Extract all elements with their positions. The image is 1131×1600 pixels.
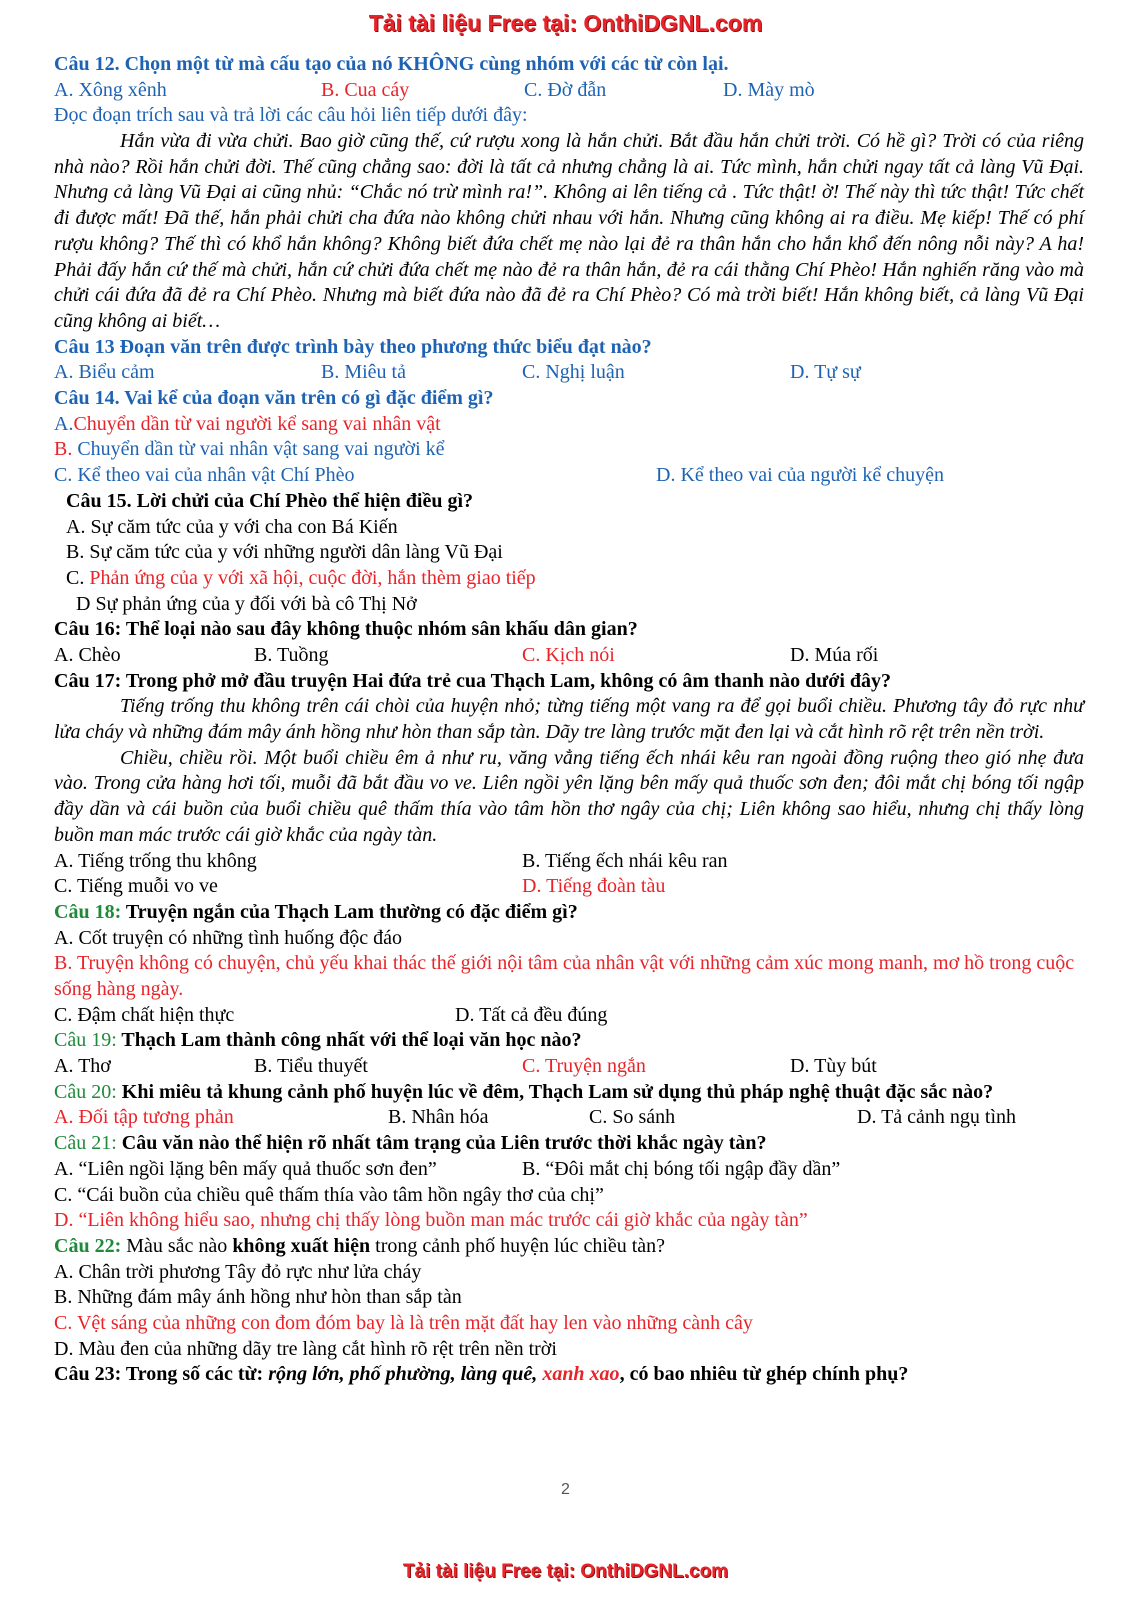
q18-cd <box>54 1003 1084 1029</box>
question-13: Câu 13 Đoạn văn trên được trình bày theo phương thức biểu đạt nào? <box>54 335 652 358</box>
q20-a: A. Đối tập tương phản <box>54 1106 234 1129</box>
q14-a <box>54 412 1084 438</box>
page-number: 2 <box>561 1481 570 1498</box>
q16-d: D. Múa rối <box>790 643 879 666</box>
q22-c: C. Vệt sáng của những con đom đóm bay là là trên mặt đất hay len vào những cành cây <box>54 1311 753 1334</box>
top-banner: Tải tài liệu Free tại: OnthiDGNL.com <box>368 10 763 36</box>
q17-a: A. Tiếng trống thu không <box>54 849 257 872</box>
q14-b-text: Chuyển dần từ vai nhân vật sang vai người kể <box>72 438 445 461</box>
q21-c: C. “Cái buồn của chiều quê thấm thía vào tâm hồn ngây thơ của chị” <box>54 1183 604 1206</box>
bottom-banner: Tải tài liệu Free tại: OnthiDGNL.com <box>402 1561 729 1582</box>
passage-paragraph: Hắn vừa đi vừa chửi. Bao giờ cũng thế, cứ rượu xong là hắn chửi. Bắt đầu hắn chửi trời. Có hề gì? Trời có của riêng nhà nào? Rồi hắn chửi đời. Thế cũng chẳng sao: đời là tất cả nhưng chẳng là ai. Tức mình, hắn chửi ngay tất cả làng Vũ Đại. Nhưng cả làng Vũ Đại ai cũng nhủ: “Chắc nó trừ mình ra!”. Không ai lên tiếng cả . Tức thật! ờ! Thế này thì tức thật! Tức chết đi được mất! Đã thế, hắn phải chửi cha đứa nào không chửi nhau với hắn. Nhưng cũng không ai ra điều. Mẹ kiếp! Thế có phí rượu không? Thế thì có khổ hắn không? Không biết đứa chết mẹ nào lại đẻ ra thân hắn cho hắn khổ đến nông nỗi này? A ha! Phải đấy hắn cứ thế mà chửi, hắn cứ chửi đứa chết mẹ nào đẻ ra thân hắn, đẻ ra cái thằng Chí Phèo! Hắn nghiến răng vào mà chửi cái đứa đã đẻ ra Chí Phèo. Nhưng mà biết đứa nào đã đẻ ra Chí Phèo? Có mà trời biết! Hắn không biết, cả làng Vũ Đại cũng không ai biết… <box>54 130 1084 332</box>
q14-b <box>54 437 1084 463</box>
passage-hai-dua-tre <box>54 694 1084 848</box>
q17-cd <box>54 874 1084 900</box>
q16-c: C. Kịch nói <box>522 643 615 666</box>
q12-options <box>54 78 1084 104</box>
q12-d: D. Mày mò <box>723 78 815 101</box>
q12-c: C. Đờ đẫn <box>524 78 607 101</box>
question-21 <box>54 1131 1084 1157</box>
q19-options <box>54 1054 1084 1080</box>
q20-label: Câu 20: <box>54 1080 117 1103</box>
q12-b: B. Cua cáy <box>321 78 410 101</box>
q12-a: A. Xông xênh <box>54 78 167 101</box>
q13-a: A. Biểu cảm <box>54 361 155 384</box>
q18-label: Câu 18: <box>54 900 122 923</box>
q20-b: B. Nhân hóa <box>388 1106 489 1129</box>
q13-d: D. Tự sự <box>790 361 861 384</box>
passage-chi-pheo <box>54 129 1084 335</box>
q19-a: A. Thơ <box>54 1055 111 1078</box>
q14-b-prefix: B. <box>54 438 73 461</box>
q20-d: D. Tả cảnh ngụ tình <box>857 1106 1017 1129</box>
q18-c: C. Đậm chất hiện thực <box>54 1003 235 1026</box>
passage-paragraph-1: Tiếng trống thu không trên cái chòi của huyện nhỏ; từng tiếng một vang ra để gọi buổi chiều. Phương tây đỏ rực như lửa cháy và những đám mây ánh hồng như hòn than sắp tàn. Dãy tre làng trước mặt đen lại và cắt hình rõ rệt trên nền trời. <box>54 695 1084 744</box>
q15-d: D Sự phản ứng của y đối với bà cô Thị Nở <box>76 592 417 615</box>
q23-pre: Câu 23: Trong số các từ: <box>54 1363 269 1386</box>
q19-d: D. Tùy bút <box>790 1055 877 1078</box>
question-20 <box>54 1080 1084 1106</box>
q21-a: A. “Liên ngồi lặng bên mấy quả thuốc sơn đen” <box>54 1157 437 1180</box>
q19-c: C. Truyện ngắn <box>522 1055 646 1078</box>
q16-a: A. Chèo <box>54 643 121 666</box>
document-content <box>54 52 1084 1388</box>
q16-b: B. Tuồng <box>254 643 329 666</box>
q15-a: A. Sự căm tức của y với cha con Bá Kiến <box>66 515 398 538</box>
q21-stem: Câu văn nào thể hiện rõ nhất tâm trạng của Liên trước thời khắc ngày tàn? <box>116 1132 767 1155</box>
question-22 <box>54 1234 1084 1260</box>
q21-d: D. “Liên không hiểu sao, nhưng chị thấy lòng buồn man mác trước cái giờ khắc của ngày tàn” <box>54 1209 808 1232</box>
question-12: Câu 12. Chọn một từ mà cấu tạo của nó KHÔNG cùng nhóm với các từ còn lại. <box>54 53 729 75</box>
q19-b: B. Tiểu thuyết <box>254 1055 368 1078</box>
question-16: Câu 16: Thể loại nào sau đây không thuộc nhóm sân khấu dân gian? <box>54 618 638 641</box>
reading-instruction: Đọc đoạn trích sau và trả lời các câu hỏi liên tiếp dưới đây: <box>54 104 528 127</box>
q15-b: B. Sự căm tức của y với những người dân làng Vũ Đại <box>66 541 503 564</box>
q18-stem: Truyện ngắn của Thạch Lam thường có đặc điểm gì? <box>121 900 578 923</box>
q17-ab <box>54 849 1084 875</box>
q20-options <box>54 1105 1084 1131</box>
q17-c: C. Tiếng muỗi vo ve <box>54 875 218 898</box>
q20-c: C. So sánh <box>589 1106 676 1129</box>
q22-d: D. Màu đen của những dãy tre làng cắt hình rõ rệt trên nền trời <box>54 1337 557 1360</box>
question-23 <box>54 1362 1084 1388</box>
q22-label: Câu 22: <box>54 1234 122 1257</box>
q22-stem-pre: Màu sắc nào <box>121 1234 233 1257</box>
q19-stem: Thạch Lam thành công nhất với thể loại văn học nào? <box>116 1029 582 1052</box>
question-19 <box>54 1028 1084 1054</box>
q13-b: B. Miêu tả <box>321 361 406 384</box>
question-17: Câu 17: Trong phở mở đầu truyện Hai đứa trẻ cua Thạch Lam, không có âm thanh nào dưới đây? <box>54 669 892 692</box>
q18-a: A. Cốt truyện có những tình huống độc đáo <box>54 926 403 949</box>
q18-b: B. Truyện không có chuyện, chủ yếu khai thác thế giới nội tâm của nhân vật với những cảm xúc mong manh, mơ hồ trong cuộc sống hàng ngày. <box>54 952 1075 1000</box>
q14-cd <box>54 463 1084 489</box>
question-15: Câu 15. Lời chửi của Chí Phèo thể hiện điều gì? <box>66 489 474 512</box>
q14-a-prefix: A. <box>54 412 74 435</box>
q15-c <box>54 566 1084 592</box>
q20-stem: Khi miêu tả khung cảnh phố huyện lúc về đêm, Thạch Lam sử dụng thủ pháp nghệ thuật đặc sắc nào? <box>116 1080 994 1103</box>
q22-stem-bold: không xuất hiện <box>232 1234 371 1257</box>
q19-label: Câu 19: <box>54 1029 117 1052</box>
q23-red-word: xanh xao <box>537 1363 620 1386</box>
passage-paragraph-2: Chiều, chiều rồi. Một buổi chiều êm ả như ru, văng vẳng tiếng ếch nhái kêu ran ngoài đồng ruộng theo gió nhẹ đưa vào. Trong cửa hàng hơi tối, muỗi đã bắt đầu vo ve. Liên ngồi yên lặng bên mấy quả thuốc sơn đen; đôi mắt chị bóng tối ngập đầy dần và cái buồn của buổi chiều quê thấm thía vào tâm hồn thơ ngây của chị; Liên không sao hiểu, nhưng chị thấy lòng buồn man mác trước cái giờ khắc của ngày tàn. <box>54 746 1084 846</box>
q17-b: B. Tiếng ếch nhái kêu ran <box>522 849 728 872</box>
q21-ab <box>54 1157 1084 1183</box>
q21-label: Câu 21: <box>54 1132 117 1155</box>
q15-c-prefix: C. <box>66 566 90 589</box>
q16-options <box>54 643 1084 669</box>
q23-post: , có bao nhiêu từ ghép chính phụ? <box>619 1363 909 1386</box>
question-14: Câu 14. Vai kể của đoạn văn trên có gì đặc điểm gì? <box>54 387 494 410</box>
q22-b: B. Những đám mây ánh hồng như hòn than sắp tàn <box>54 1286 462 1309</box>
q14-d: D. Kể theo vai của người kể chuyện <box>656 464 944 487</box>
q17-d: D. Tiếng đoàn tàu <box>522 875 666 898</box>
question-18 <box>54 900 1084 926</box>
q23-words: rộng lớn, phố phường, làng quê, <box>268 1363 538 1386</box>
q13-c: C. Nghị luận <box>522 361 625 384</box>
q22-stem-post: trong cảnh phố huyện lúc chiều tàn? <box>370 1234 666 1257</box>
q21-b: B. “Đôi mắt chị bóng tối ngập đầy dần” <box>522 1157 841 1180</box>
q13-options <box>54 360 1084 386</box>
q15-c-text: Phản ứng của y với xã hội, cuộc đời, hắn thèm giao tiếp <box>89 566 536 589</box>
q14-c: C. Kể theo vai của nhân vật Chí Phèo <box>54 464 355 487</box>
q14-a-text: Chuyển dần từ vai người kể sang vai nhân vật <box>73 412 441 435</box>
q22-a: A. Chân trời phương Tây đỏ rực như lửa cháy <box>54 1260 422 1283</box>
q18-d: D. Tất cả đều đúng <box>455 1003 608 1026</box>
